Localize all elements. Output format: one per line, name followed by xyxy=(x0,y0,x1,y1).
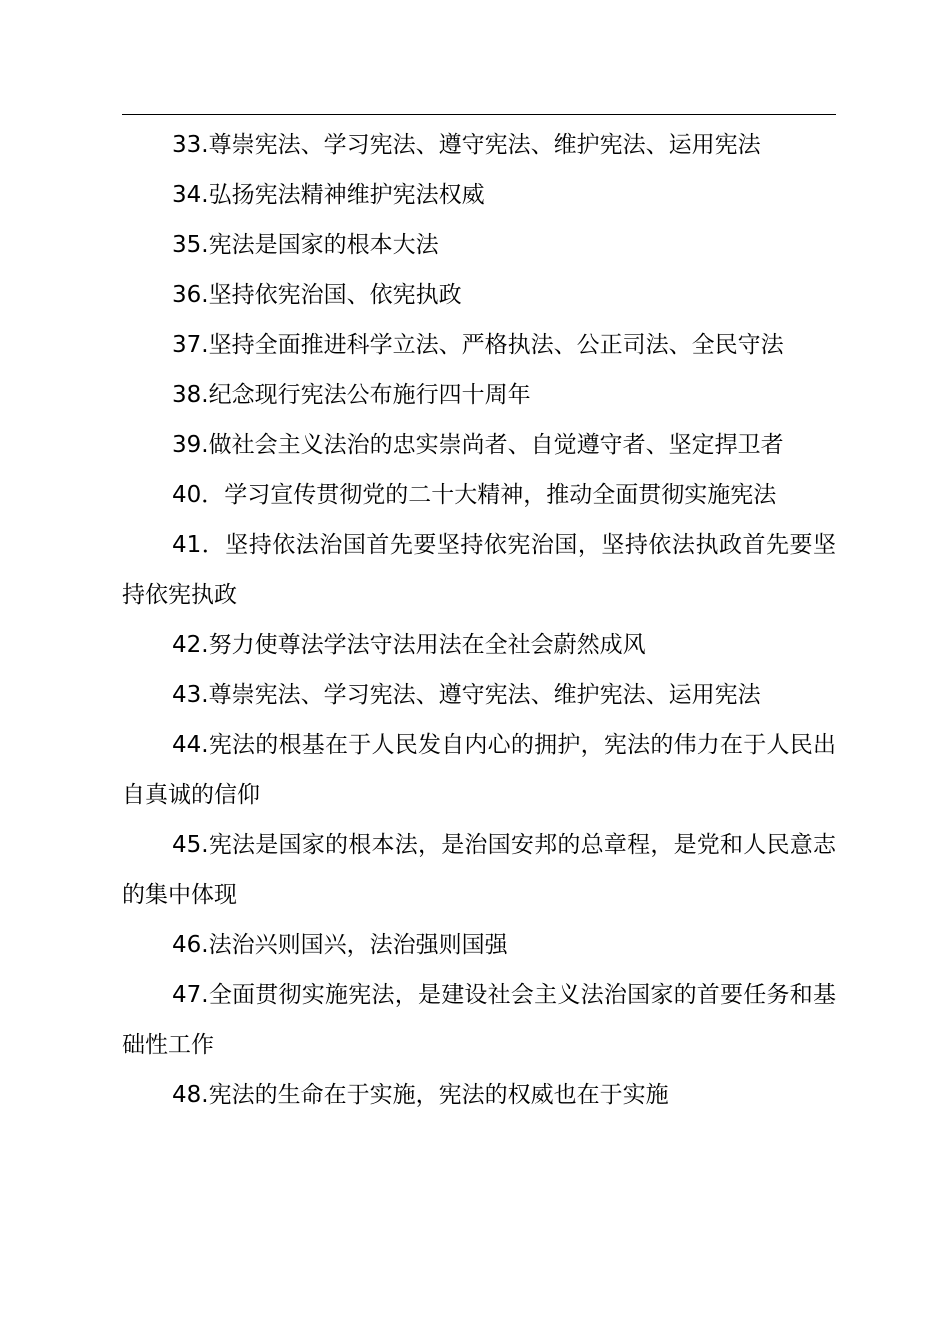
list-item: 38.纪念现行宪法公布施行四十周年 xyxy=(172,382,531,408)
list-item: 46.法治兴则国兴，法治强则国强 xyxy=(172,932,508,958)
list-item: 37.坚持全面推进科学立法、严格执法、公正司法、全民守法 xyxy=(172,332,784,358)
list-item: 42.努力使尊法学法守法用法在全社会蔚然成风 xyxy=(172,632,646,658)
list-item: 45.宪法是国家的根本法，是治国安邦的总章程，是党和人民意志的集中体现 xyxy=(122,832,836,908)
list-item: 44.宪法的根基在于人民发自内心的拥护，宪法的伟力在于人民出自真诚的信仰 xyxy=(122,732,836,808)
slogan-list xyxy=(122,120,836,1120)
list-item: 41．坚持依法治国首先要坚持依宪治国，坚持依法执政首先要坚持依宪执政 xyxy=(122,532,836,608)
header-rule xyxy=(122,114,836,115)
list-item: 39.做社会主义法治的忠实崇尚者、自觉遵守者、坚定捍卫者 xyxy=(172,432,784,458)
list-item: 33.尊崇宪法、学习宪法、遵守宪法、维护宪法、运用宪法 xyxy=(172,132,761,158)
list-item: 48.宪法的生命在于实施，宪法的权威也在于实施 xyxy=(172,1082,669,1108)
list-item: 35.宪法是国家的根本大法 xyxy=(172,232,439,258)
list-item: 40．学习宣传贯彻党的二十大精神，推动全面贯彻实施宪法 xyxy=(172,482,777,508)
list-item: 34.弘扬宪法精神维护宪法权威 xyxy=(172,182,485,208)
list-item: 36.坚持依宪治国、依宪执政 xyxy=(172,282,462,308)
list-item: 43.尊崇宪法、学习宪法、遵守宪法、维护宪法、运用宪法 xyxy=(172,682,761,708)
list-item: 47.全面贯彻实施宪法，是建设社会主义法治国家的首要任务和基础性工作 xyxy=(122,982,836,1058)
